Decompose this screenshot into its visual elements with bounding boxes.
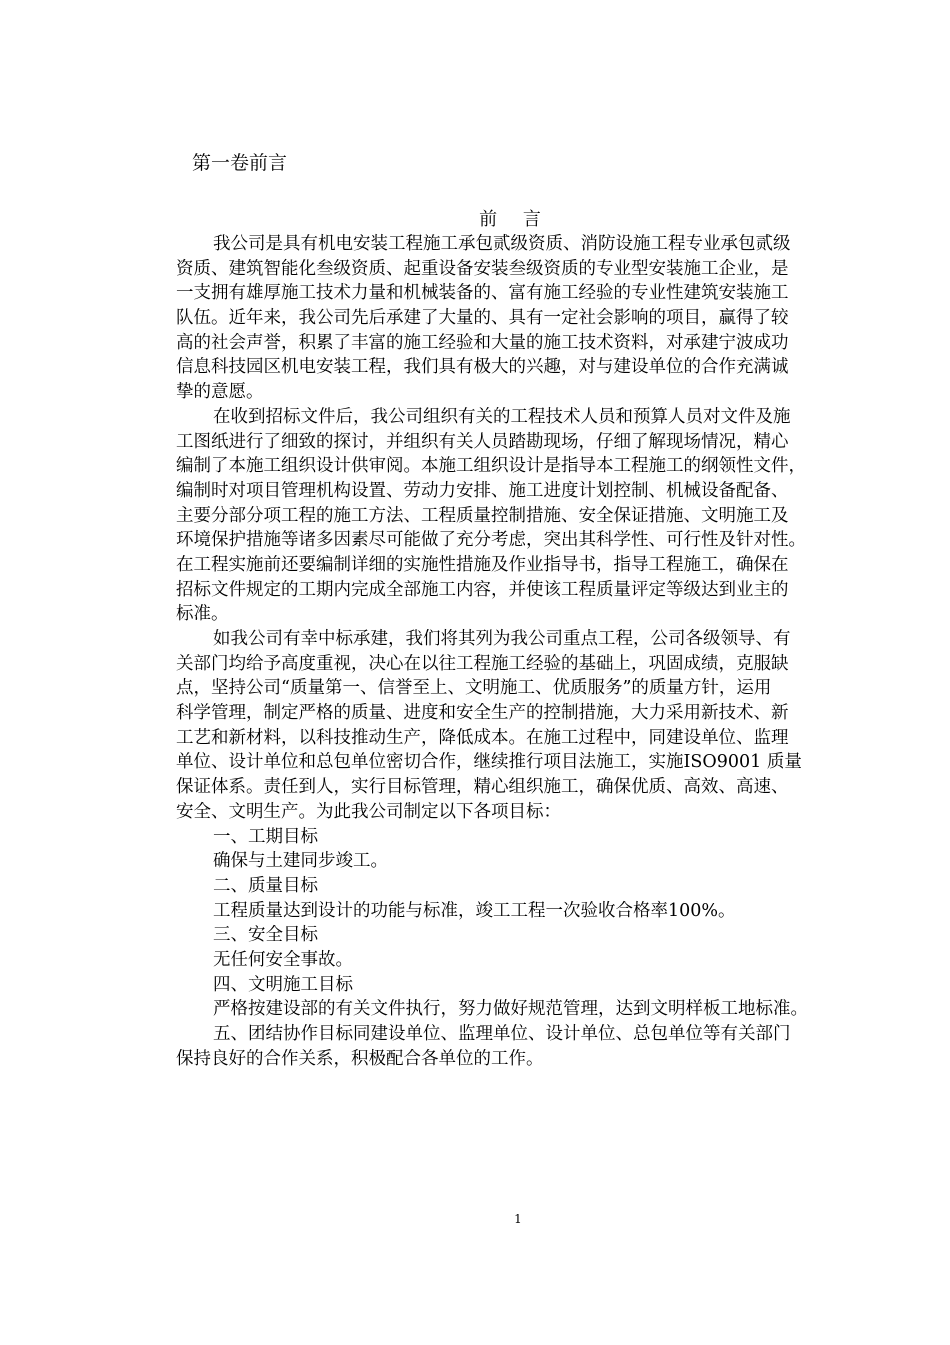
paragraph-line: 我公司是具有机电安装工程施工承包贰级资质、消防设施工程专业承包贰级 [213,234,791,254]
section-heading: 前 言 [479,209,551,230]
goal-text: 无任何安全事故。 [213,949,353,970]
paragraph-line: 在工程实施前还要编制详细的实施性措施及作业指导书，指导工程施工，确保在 [176,554,789,575]
goal-heading: 三、安全目标 [213,925,318,946]
goal-heading: 五、团结协作目标同建设单位、监理单位、设计单位、总包单位等有关部门 [213,1024,791,1044]
goal-text: 严格按建设部的有关文件执行，努力做好规范管理，达到文明样板工地标准。 [213,999,808,1020]
volume-title: 第一卷前言 [192,152,288,174]
paragraph-line: 工图纸进行了细致的探讨，并组织有关人员踏勘现场，仔细了解现场情况，精心 [176,431,789,452]
paragraph-line: 科学管理，制定严格的质量、进度和安全生产的控制措施，大力采用新技术、新 [176,703,789,724]
paragraph-line: 环境保护措施等诸多因素尽可能做了充分考虑，突出其科学性、可行性及针对性。 [176,530,806,551]
paragraph-line: 保证体系。责任到人，实行目标管理，精心组织施工，确保优质、高效、高速、 [176,777,789,798]
paragraph-line: 高的社会声誉，积累了丰富的施工经验和大量的施工技术资料，对承建宁波成功 [176,332,789,353]
paragraph-line: 标准。 [176,604,229,625]
goal-heading: 四、文明施工目标 [213,974,353,995]
paragraph-line: 编制了本施工组织设计供审阅。本施工组织设计是指导本工程施工的纲领性文件， [176,456,806,477]
paragraph-line: 工艺和新材料，以科技推动生产，降低成本。在施工过程中，同建设单位、监理 [176,727,789,748]
paragraph-line: 队伍。近年来，我公司先后承建了大量的、具有一定社会影响的项目，赢得了较 [176,308,789,329]
paragraph-line: 招标文件规定的工期内完成全部施工内容，并使该工程质量评定等级达到业主的 [176,579,789,600]
paragraph-line: 资质、建筑智能化叁级资质、起重设备安装叁级资质的专业型安装施工企业，是 [176,258,789,279]
page-number: 1 [514,1212,522,1226]
paragraph-line: 关部门均给予高度重视，决心在以往工程施工经验的基础上，巩固成绩，克服缺 [176,653,789,674]
body-text [176,232,866,1071]
paragraph-line: 在收到招标文件后，我公司组织有关的工程技术人员和预算人员对文件及施 [213,406,791,427]
goal-text: 确保与土建同步竣工。 [213,851,388,872]
goal-text: 工程质量达到设计的功能与标准，竣工工程一次验收合格率100%。 [213,900,736,921]
paragraph-line: 主要分部分项工程的施工方法、工程质量控制措施、安全保证措施、文明施工及 [176,505,789,526]
paragraph-line: 单位、设计单位和总包单位密切合作，继续推行项目法施工，实施ISO9001 质量 [176,752,802,773]
paragraph-line: 一支拥有雄厚施工技术力量和机械装备的、富有施工经验的专业性建筑安装施工 [176,283,789,304]
paragraph-line: 编制时对项目管理机构设置、劳动力安排、施工进度计划控制、机械设备配备、 [176,480,789,501]
goal-text: 保持良好的合作关系，积极配合各单位的工作。 [176,1048,544,1069]
paragraph-line: 如我公司有幸中标承建，我们将其列为我公司重点工程，公司各级领导、有 [213,629,791,649]
paragraph-line: 点，坚持公司“质量第一、信誉至上、文明施工、优质服务”的质量方针，运用 [176,678,772,699]
paragraph-line: 挚的意愿。 [176,382,264,403]
goal-heading: 二、质量目标 [213,875,318,896]
paragraph-line: 信息科技园区机电安装工程，我们具有极大的兴趣，对与建设单位的合作充满诚 [176,357,789,378]
paragraph-line: 安全、文明生产。为此我公司制定以下各项目标： [176,801,561,822]
goal-heading: 一、工期目标 [213,826,318,847]
